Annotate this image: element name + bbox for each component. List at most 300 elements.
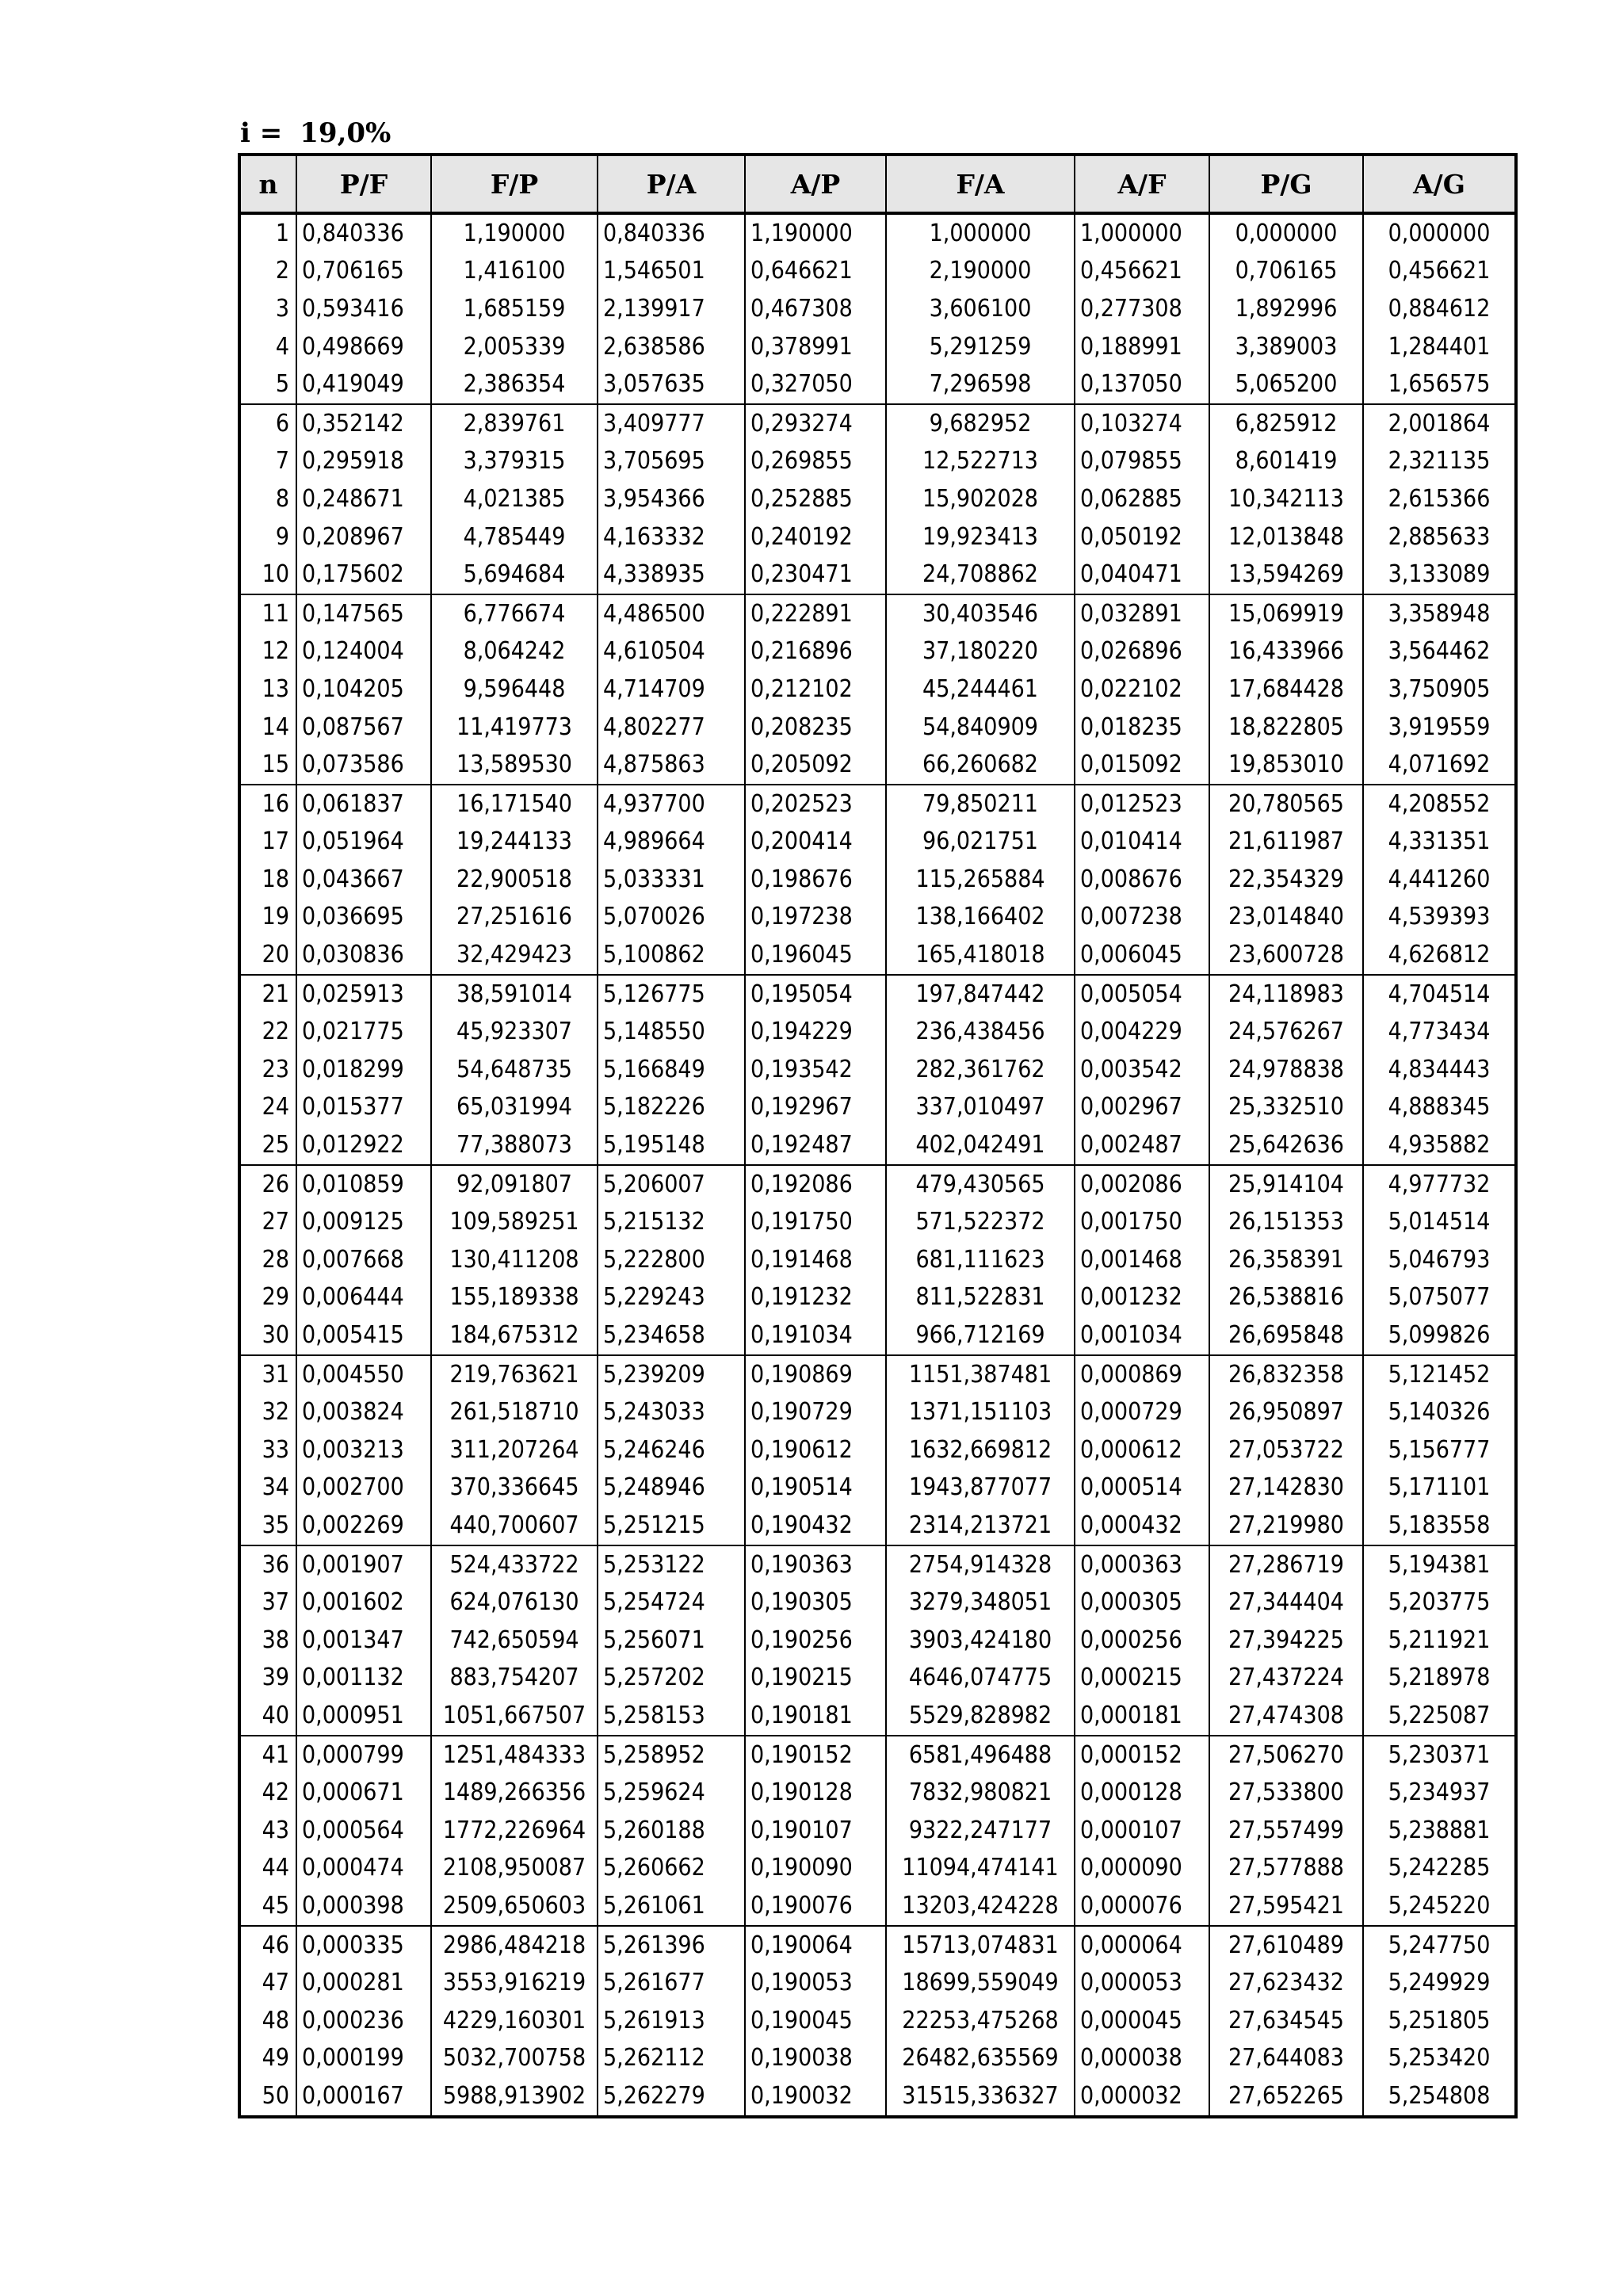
table-row <box>239 975 1516 1014</box>
factor-cell: 5,251805 <box>1363 2002 1516 2040</box>
factor-cell: 0,191468 <box>745 1241 886 1279</box>
table-row <box>239 936 1516 975</box>
factor-cell: 13,594269 <box>1209 556 1363 594</box>
factor-cell: 0,208235 <box>745 709 886 747</box>
factor-cell: 0,248671 <box>296 480 431 518</box>
factor-cell: 0,004229 <box>1075 1013 1209 1051</box>
factor-cell: 27,623432 <box>1209 1964 1363 2002</box>
table-row <box>239 670 1516 709</box>
factor-cell: 5,260188 <box>598 1812 745 1850</box>
period-cell: 42 <box>239 1774 296 1812</box>
factor-cell: 0,000729 <box>1075 1393 1209 1431</box>
table-row <box>239 1736 1516 1775</box>
period-cell: 49 <box>239 2040 296 2078</box>
factor-cell: 5,242285 <box>1363 1850 1516 1888</box>
factor-cell: 12,522713 <box>886 443 1075 481</box>
factor-cell: 5,065200 <box>1209 365 1363 404</box>
factor-cell: 0,419049 <box>296 365 431 404</box>
factor-cell: 27,533800 <box>1209 1774 1363 1812</box>
factor-cell: 5,140326 <box>1363 1393 1516 1431</box>
factor-cell: 311,207264 <box>431 1431 598 1469</box>
factor-cell: 79,850211 <box>886 785 1075 823</box>
factor-cell: 4229,160301 <box>431 2002 598 2040</box>
factor-cell: 1,892996 <box>1209 290 1363 328</box>
factor-cell: 0,190090 <box>745 1850 886 1888</box>
factor-cell: 5,238881 <box>1363 1812 1516 1850</box>
factor-cell: 27,142830 <box>1209 1469 1363 1507</box>
factor-cell: 0,190181 <box>745 1697 886 1736</box>
factor-cell: 0,002086 <box>1075 1165 1209 1204</box>
factor-cell: 4646,074775 <box>886 1660 1075 1698</box>
table-row <box>239 1241 1516 1279</box>
factor-cell: 0,001347 <box>296 1622 431 1660</box>
factor-cell: 9322,247177 <box>886 1812 1075 1850</box>
factor-cell: 219,763621 <box>431 1355 598 1394</box>
table-row <box>239 213 1516 253</box>
factor-cell: 402,042491 <box>886 1126 1075 1165</box>
factor-cell: 1,190000 <box>745 213 886 253</box>
table-row <box>239 861 1516 899</box>
factor-cell: 4,441260 <box>1363 861 1516 899</box>
factor-cell: 27,474308 <box>1209 1697 1363 1736</box>
factor-cell: 5,218978 <box>1363 1660 1516 1698</box>
factor-cell: 0,202523 <box>745 785 886 823</box>
factor-cell: 5,234658 <box>598 1316 745 1355</box>
factor-cell: 5,262112 <box>598 2040 745 2078</box>
factor-cell: 0,000215 <box>1075 1660 1209 1698</box>
period-cell: 46 <box>239 1926 296 1965</box>
factor-cell: 0,175602 <box>296 556 431 594</box>
table-row <box>239 1507 1516 1545</box>
factor-cell: 0,205092 <box>745 746 886 785</box>
factor-cell: 65,031994 <box>431 1089 598 1127</box>
factor-cell: 130,411208 <box>431 1241 598 1279</box>
factor-cell: 0,200414 <box>745 823 886 861</box>
factor-cell: 0,190869 <box>745 1355 886 1394</box>
factor-cell: 5,256071 <box>598 1622 745 1660</box>
factor-cell: 1,284401 <box>1363 328 1516 366</box>
factor-cell: 0,000045 <box>1075 2002 1209 2040</box>
period-cell: 47 <box>239 1964 296 2002</box>
factor-cell: 0,002967 <box>1075 1089 1209 1127</box>
period-cell: 17 <box>239 823 296 861</box>
factor-cell: 0,000951 <box>296 1697 431 1736</box>
factor-cell: 0,012922 <box>296 1126 431 1165</box>
factor-cell: 24,118983 <box>1209 975 1363 1014</box>
factor-cell: 2,005339 <box>431 328 598 366</box>
factor-cell: 0,002700 <box>296 1469 431 1507</box>
factor-cell: 1371,151103 <box>886 1393 1075 1431</box>
table-row <box>239 1126 1516 1165</box>
factor-cell: 0,022102 <box>1075 670 1209 709</box>
factor-cell: 1632,669812 <box>886 1431 1075 1469</box>
factor-cell: 5,222800 <box>598 1241 745 1279</box>
factor-cell: 23,600728 <box>1209 936 1363 975</box>
table-row <box>239 1013 1516 1051</box>
factor-cell: 26,832358 <box>1209 1355 1363 1394</box>
factor-cell: 0,190038 <box>745 2040 886 2078</box>
factor-cell: 0,197238 <box>745 899 886 937</box>
factor-cell: 0,061837 <box>296 785 431 823</box>
factor-cell: 0,190107 <box>745 1812 886 1850</box>
table-row <box>239 633 1516 671</box>
factor-cell: 0,190256 <box>745 1622 886 1660</box>
factor-cell: 0,195054 <box>745 975 886 1014</box>
period-cell: 14 <box>239 709 296 747</box>
factor-cell: 3279,348051 <box>886 1584 1075 1622</box>
table-row <box>239 1355 1516 1394</box>
table-row <box>239 1051 1516 1089</box>
factor-cell: 19,853010 <box>1209 746 1363 785</box>
factor-cell: 0,051964 <box>296 823 431 861</box>
factor-cell: 27,577888 <box>1209 1850 1363 1888</box>
factor-cell: 3,564462 <box>1363 633 1516 671</box>
factor-cell: 0,190729 <box>745 1393 886 1431</box>
factor-cell: 5,121452 <box>1363 1355 1516 1394</box>
factor-cell: 282,361762 <box>886 1051 1075 1089</box>
factor-cell: 0,190064 <box>745 1926 886 1965</box>
factor-cell: 1,656575 <box>1363 365 1516 404</box>
factor-cell: 5,253420 <box>1363 2040 1516 2078</box>
factor-cell: 27,251616 <box>431 899 598 937</box>
factor-cell: 5,291259 <box>886 328 1075 366</box>
factor-cell: 3,057635 <box>598 365 745 404</box>
factor-cell: 0,706165 <box>296 253 431 291</box>
factor-cell: 109,589251 <box>431 1203 598 1241</box>
period-cell: 4 <box>239 328 296 366</box>
factor-cell: 5,248946 <box>598 1469 745 1507</box>
factor-cell: 18,822805 <box>1209 709 1363 747</box>
factor-cell: 25,332510 <box>1209 1089 1363 1127</box>
factor-cell: 3553,916219 <box>431 1964 598 2002</box>
factor-cell: 13203,424228 <box>886 1887 1075 1926</box>
factor-cell: 0,000107 <box>1075 1812 1209 1850</box>
factor-cell: 1151,387481 <box>886 1355 1075 1394</box>
period-cell: 24 <box>239 1089 296 1127</box>
period-cell: 28 <box>239 1241 296 1279</box>
factor-cell: 4,802277 <box>598 709 745 747</box>
period-cell: 10 <box>239 556 296 594</box>
factor-cell: 0,007238 <box>1075 899 1209 937</box>
factor-cell: 3,358948 <box>1363 594 1516 633</box>
factor-cell: 2,638586 <box>598 328 745 366</box>
factor-cell: 0,352142 <box>296 404 431 443</box>
factor-cell: 5,203775 <box>1363 1584 1516 1622</box>
factor-cell: 0,000038 <box>1075 2040 1209 2078</box>
factor-cell: 38,591014 <box>431 975 598 1014</box>
factor-cell: 27,610489 <box>1209 1926 1363 1965</box>
factor-cell: 1,546501 <box>598 253 745 291</box>
factor-cell: 1051,667507 <box>431 1697 598 1736</box>
factor-cell: 5,215132 <box>598 1203 745 1241</box>
factor-cell: 0,000335 <box>296 1926 431 1965</box>
factor-cell: 0,001750 <box>1075 1203 1209 1241</box>
factor-cell: 0,293274 <box>745 404 886 443</box>
table-row <box>239 899 1516 937</box>
factor-cell: 0,190076 <box>745 1887 886 1926</box>
factor-cell: 96,021751 <box>886 823 1075 861</box>
factor-cell: 5,251215 <box>598 1507 745 1545</box>
table-row <box>239 1203 1516 1241</box>
factor-cell: 15,902028 <box>886 480 1075 518</box>
table-row <box>239 556 1516 594</box>
factor-cell: 0,000090 <box>1075 1850 1209 1888</box>
factor-cell: 0,103274 <box>1075 404 1209 443</box>
factor-cell: 479,430565 <box>886 1165 1075 1204</box>
factor-cell: 5,206007 <box>598 1165 745 1204</box>
factor-cell: 5,156777 <box>1363 1431 1516 1469</box>
factor-cell: 5,182226 <box>598 1089 745 1127</box>
factor-cell: 261,518710 <box>431 1393 598 1431</box>
factor-cell: 32,429423 <box>431 936 598 975</box>
factor-cell: 115,265884 <box>886 861 1075 899</box>
factor-cell: 0,000671 <box>296 1774 431 1812</box>
factor-cell: 0,192967 <box>745 1089 886 1127</box>
factor-cell: 27,437224 <box>1209 1660 1363 1698</box>
column-header: P/F <box>296 155 431 213</box>
factor-cell: 23,014840 <box>1209 899 1363 937</box>
period-cell: 9 <box>239 518 296 556</box>
factor-cell: 0,191750 <box>745 1203 886 1241</box>
factor-cell: 0,192086 <box>745 1165 886 1204</box>
factor-cell: 0,001907 <box>296 1545 431 1584</box>
factor-cell: 0,005415 <box>296 1316 431 1355</box>
factor-cell: 0,006045 <box>1075 936 1209 975</box>
table-row <box>239 1279 1516 1317</box>
factor-cell: 24,708862 <box>886 556 1075 594</box>
factor-cell: 0,208967 <box>296 518 431 556</box>
factor-cell: 0,190128 <box>745 1774 886 1812</box>
period-cell: 37 <box>239 1584 296 1622</box>
factor-cell: 27,506270 <box>1209 1736 1363 1775</box>
factor-cell: 27,644083 <box>1209 2040 1363 2078</box>
period-cell: 34 <box>239 1469 296 1507</box>
factor-cell: 0,001232 <box>1075 1279 1209 1317</box>
factor-cell: 3,606100 <box>886 290 1075 328</box>
factor-cell: 0,012523 <box>1075 785 1209 823</box>
factor-cell: 26,950897 <box>1209 1393 1363 1431</box>
factor-cell: 1943,877077 <box>886 1469 1075 1507</box>
factor-cell: 0,198676 <box>745 861 886 899</box>
factor-cell: 31515,336327 <box>886 2077 1075 2117</box>
factor-cell: 165,418018 <box>886 936 1075 975</box>
factor-cell: 0,000152 <box>1075 1736 1209 1775</box>
factor-cell: 5,225087 <box>1363 1697 1516 1736</box>
factor-cell: 0,003542 <box>1075 1051 1209 1089</box>
factor-cell: 0,646621 <box>745 253 886 291</box>
factor-cell: 5,126775 <box>598 975 745 1014</box>
factor-cell: 6,776674 <box>431 594 598 633</box>
factor-cell: 3,379315 <box>431 443 598 481</box>
factor-cell: 9,682952 <box>886 404 1075 443</box>
factor-cell: 811,522831 <box>886 1279 1075 1317</box>
factor-cell: 5,245220 <box>1363 1887 1516 1926</box>
period-cell: 45 <box>239 1887 296 1926</box>
factor-cell: 0,002269 <box>296 1507 431 1545</box>
factor-cell: 4,875863 <box>598 746 745 785</box>
factor-cell: 1251,484333 <box>431 1736 598 1775</box>
factor-cell: 4,331351 <box>1363 823 1516 861</box>
factor-cell: 4,071692 <box>1363 746 1516 785</box>
factor-cell: 0,000032 <box>1075 2077 1209 2117</box>
factor-cell: 0,007668 <box>296 1241 431 1279</box>
factor-cell: 0,000181 <box>1075 1697 1209 1736</box>
period-cell: 11 <box>239 594 296 633</box>
factor-cell: 27,557499 <box>1209 1812 1363 1850</box>
factor-cell: 0,191232 <box>745 1279 886 1317</box>
factor-cell: 3,750905 <box>1363 670 1516 709</box>
factor-cell: 22,354329 <box>1209 861 1363 899</box>
factor-cell: 0,230471 <box>745 556 886 594</box>
table-row <box>239 1584 1516 1622</box>
factor-cell: 0,212102 <box>745 670 886 709</box>
period-cell: 2 <box>239 253 296 291</box>
factor-cell: 5,262279 <box>598 2077 745 2117</box>
period-cell: 21 <box>239 975 296 1014</box>
factor-cell: 155,189338 <box>431 1279 598 1317</box>
factor-cell: 0,884612 <box>1363 290 1516 328</box>
table-row <box>239 594 1516 633</box>
factor-cell: 12,013848 <box>1209 518 1363 556</box>
factor-cell: 440,700607 <box>431 1507 598 1545</box>
factor-cell: 966,712169 <box>886 1316 1075 1355</box>
table-row <box>239 518 1516 556</box>
factor-cell: 5,258153 <box>598 1697 745 1736</box>
table-row <box>239 1964 1516 2002</box>
table-row <box>239 1850 1516 1888</box>
factor-cell: 0,000514 <box>1075 1469 1209 1507</box>
table-row <box>239 709 1516 747</box>
table-row <box>239 480 1516 518</box>
factor-cell: 21,611987 <box>1209 823 1363 861</box>
factor-cell: 0,378991 <box>745 328 886 366</box>
table-header-row <box>239 155 1516 213</box>
factor-cell: 5,234937 <box>1363 1774 1516 1812</box>
factor-cell: 0,190045 <box>745 2002 886 2040</box>
factor-cell: 26,151353 <box>1209 1203 1363 1241</box>
factor-cell: 0,190612 <box>745 1431 886 1469</box>
factor-cell: 0,008676 <box>1075 861 1209 899</box>
factor-cell: 0,043667 <box>296 861 431 899</box>
factor-cell: 1,685159 <box>431 290 598 328</box>
factor-cell: 6581,496488 <box>886 1736 1075 1775</box>
factor-cell: 5,194381 <box>1363 1545 1516 1584</box>
factor-cell: 0,190053 <box>745 1964 886 2002</box>
period-cell: 8 <box>239 480 296 518</box>
factor-cell: 4,989664 <box>598 823 745 861</box>
period-cell: 35 <box>239 1507 296 1545</box>
factor-cell: 15713,074831 <box>886 1926 1075 1965</box>
factor-cell: 9,596448 <box>431 670 598 709</box>
factor-cell: 5,260662 <box>598 1850 745 1888</box>
factor-cell: 4,714709 <box>598 670 745 709</box>
factor-cell: 0,032891 <box>1075 594 1209 633</box>
factor-cell: 0,104205 <box>296 670 431 709</box>
factor-cell: 5,254808 <box>1363 2077 1516 2117</box>
factor-cell: 2,321135 <box>1363 443 1516 481</box>
factor-cell: 0,295918 <box>296 443 431 481</box>
factor-cell: 5,246246 <box>598 1431 745 1469</box>
factor-cell: 1,000000 <box>886 213 1075 253</box>
period-cell: 18 <box>239 861 296 899</box>
period-cell: 15 <box>239 746 296 785</box>
table-row <box>239 746 1516 785</box>
factor-cell: 24,576267 <box>1209 1013 1363 1051</box>
factor-cell: 0,015092 <box>1075 746 1209 785</box>
factor-cell: 0,003824 <box>296 1393 431 1431</box>
factor-cell: 5,148550 <box>598 1013 745 1051</box>
factor-cell: 5,046793 <box>1363 1241 1516 1279</box>
factor-cell: 27,394225 <box>1209 1622 1363 1660</box>
period-cell: 13 <box>239 670 296 709</box>
period-cell: 27 <box>239 1203 296 1241</box>
factor-cell: 26,358391 <box>1209 1241 1363 1279</box>
factor-cell: 5,211921 <box>1363 1622 1516 1660</box>
factor-cell: 0,021775 <box>296 1013 431 1051</box>
factor-cell: 0,000363 <box>1075 1545 1209 1584</box>
factor-cell: 0,467308 <box>745 290 886 328</box>
period-cell: 26 <box>239 1165 296 1204</box>
factor-cell: 13,589530 <box>431 746 598 785</box>
factor-cell: 0,000064 <box>1075 1926 1209 1965</box>
table-row <box>239 1926 1516 1965</box>
factor-cell: 0,079855 <box>1075 443 1209 481</box>
factor-cell: 0,040471 <box>1075 556 1209 594</box>
factor-cell: 0,006444 <box>296 1279 431 1317</box>
factor-cell: 0,000869 <box>1075 1355 1209 1394</box>
period-cell: 30 <box>239 1316 296 1355</box>
factor-cell: 2,839761 <box>431 404 598 443</box>
factor-cell: 0,000053 <box>1075 1964 1209 2002</box>
factor-cell: 5,070026 <box>598 899 745 937</box>
factor-cell: 0,190432 <box>745 1507 886 1545</box>
factor-cell: 0,124004 <box>296 633 431 671</box>
factor-cell: 5,254724 <box>598 1584 745 1622</box>
factor-cell: 2,386354 <box>431 365 598 404</box>
factor-cell: 26482,635569 <box>886 2040 1075 2078</box>
factor-cell: 3,389003 <box>1209 328 1363 366</box>
factor-cell: 197,847442 <box>886 975 1075 1014</box>
factor-cell: 2,615366 <box>1363 480 1516 518</box>
factor-cell: 0,269855 <box>745 443 886 481</box>
factor-cell: 0,194229 <box>745 1013 886 1051</box>
period-cell: 25 <box>239 1126 296 1165</box>
table-row <box>239 1812 1516 1850</box>
factor-cell: 0,190305 <box>745 1584 886 1622</box>
table-row <box>239 1545 1516 1584</box>
period-cell: 16 <box>239 785 296 823</box>
factor-cell: 0,840336 <box>598 213 745 253</box>
factor-cell: 0,001468 <box>1075 1241 1209 1279</box>
factor-cell: 0,000128 <box>1075 1774 1209 1812</box>
factor-cell: 5,261396 <box>598 1926 745 1965</box>
factor-cell: 0,188991 <box>1075 328 1209 366</box>
period-cell: 33 <box>239 1431 296 1469</box>
factor-cell: 1,416100 <box>431 253 598 291</box>
factor-cell: 0,000236 <box>296 2002 431 2040</box>
period-cell: 38 <box>239 1622 296 1660</box>
column-header: A/F <box>1075 155 1209 213</box>
factor-cell: 138,166402 <box>886 899 1075 937</box>
table-row <box>239 365 1516 404</box>
factor-cell: 0,018299 <box>296 1051 431 1089</box>
factor-cell: 26,538816 <box>1209 1279 1363 1317</box>
factor-cell: 4,486500 <box>598 594 745 633</box>
period-cell: 48 <box>239 2002 296 2040</box>
factor-cell: 20,780565 <box>1209 785 1363 823</box>
factor-cell: 0,000199 <box>296 2040 431 2078</box>
factor-cell: 0,277308 <box>1075 290 1209 328</box>
